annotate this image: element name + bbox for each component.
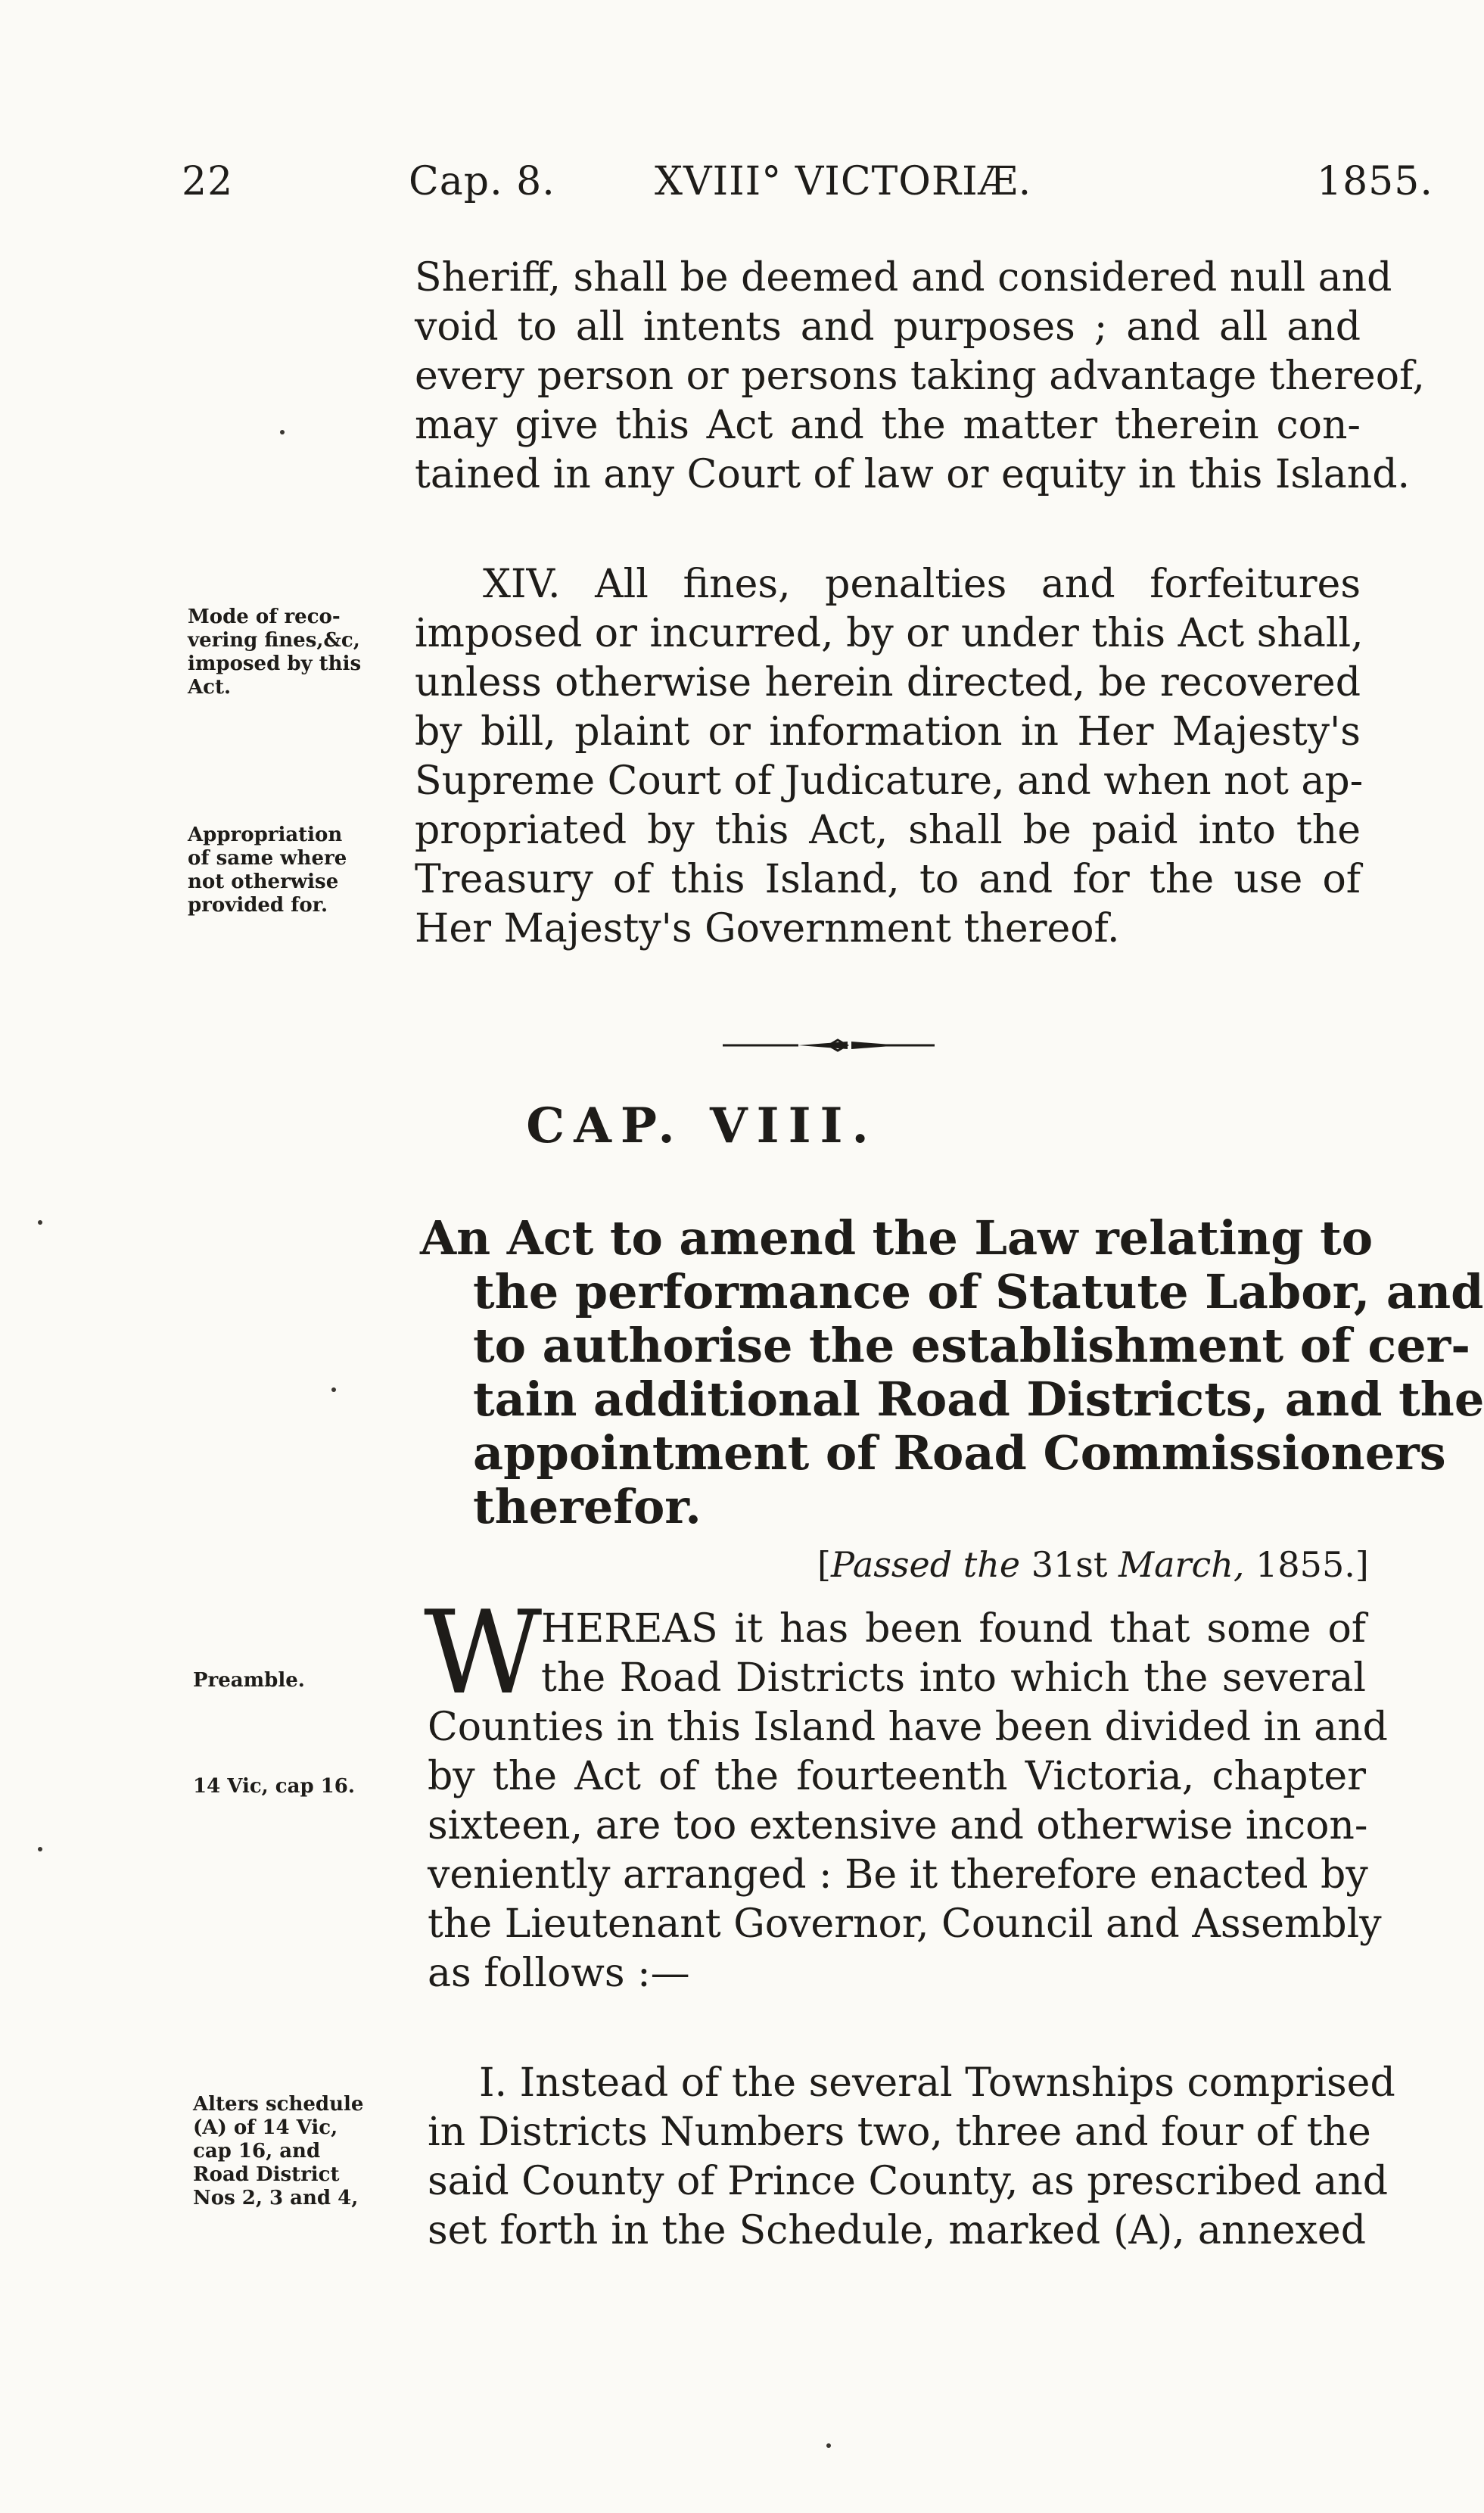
- act-title: [420, 1211, 1484, 1534]
- continuation-paragraph: [415, 254, 1425, 500]
- chapter-heading: CAP. VIII.: [526, 1098, 878, 1154]
- text-line: veniently arranged : Be it therefore enacted by: [428, 1852, 1368, 1898]
- scan-speck: [38, 1847, 42, 1851]
- text-line: imposed or incurred, by or under this Act shall,: [415, 611, 1364, 656]
- text-line: XIV. All fines, penalties and forfeitures: [483, 562, 1361, 607]
- preamble-body: [428, 1703, 1388, 1998]
- text-line: therefor.: [473, 1479, 702, 1534]
- section-xiv: [415, 560, 1364, 954]
- text-line: tained in any Court of law or equity in this Island.: [415, 452, 1411, 497]
- text-line: An Act to amend the Law relating to: [420, 1210, 1374, 1266]
- page-header: [182, 159, 1433, 212]
- text-line: may give this Act and the matter therein con-: [415, 403, 1361, 448]
- text-line: Counties in this Island have been divided in and: [428, 1705, 1388, 1750]
- text-line: in Districts Numbers two, three and four of the: [428, 2110, 1371, 2155]
- header-chapter: Cap. 8.: [409, 159, 555, 204]
- text-line: the Road Districts into which the several: [541, 1655, 1366, 1701]
- text-line: the Lieutenant Governor, Council and Assembly: [428, 1901, 1382, 1947]
- scan-speck: [826, 2443, 831, 2448]
- page-number: 22: [182, 159, 234, 204]
- drop-cap: W: [424, 1586, 543, 1720]
- text-line: said County of Prince County, as prescribed and: [428, 2159, 1389, 2204]
- text-line: Sheriff, shall be deemed and considered null and: [415, 255, 1392, 301]
- text-line: Treasury of this Island, to and for the use of: [415, 857, 1361, 902]
- header-reign: XVIII° VICTORIÆ.: [655, 159, 1032, 204]
- header-year: 1855.: [1317, 159, 1433, 204]
- text-line: the performance of Statute Labor, and: [473, 1264, 1484, 1319]
- text-line: Her Majesty's Government thereof.: [415, 906, 1120, 951]
- text-line: sixteen, are too extensive and otherwise incon-: [428, 1803, 1368, 1848]
- text-line: propriated by this Act, shall be paid into the: [415, 808, 1361, 853]
- text-line: void to all intents and purposes ; and all and: [415, 304, 1361, 350]
- text-line: unless otherwise herein directed, be recovered: [415, 660, 1361, 705]
- scan-speck: [280, 430, 285, 434]
- text-line: Supreme Court of Judicature, and when not ap-: [415, 758, 1364, 804]
- text-line: to authorise the establishment of cer-: [473, 1318, 1470, 1373]
- text-line: every person or persons taking advantage thereof,: [415, 353, 1425, 399]
- passed-date: [Passed the 31st March, 1855.]: [817, 1544, 1369, 1585]
- text-line: I. Instead of the several Townships comprised: [479, 2060, 1395, 2106]
- scan-speck: [38, 1220, 42, 1225]
- margin-note-alters-schedule: Alters schedule (A) of 14 Vic, cap 16, and Road District Nos 2, 3 and 4,: [193, 2093, 364, 2209]
- text-line: tain additional Road Districts, and the: [473, 1372, 1484, 1427]
- text-line: set forth in the Schedule, marked (A), annexed: [428, 2208, 1366, 2253]
- margin-note-14-vic: 14 Vic, cap 16.: [193, 1775, 355, 1798]
- section-i: [428, 2059, 1395, 2256]
- margin-note-mode-of-recovering: Mode of reco- vering fines,&c, imposed by this Act.: [188, 606, 362, 699]
- scan-speck: [331, 1387, 336, 1392]
- text-line: appointment of Road Commissioners: [473, 1425, 1446, 1481]
- text-line: by bill, plaint or information in Her Majesty's: [415, 709, 1361, 755]
- text-line: HEREAS it has been found that some of: [541, 1606, 1366, 1652]
- ornamental-divider: [723, 1039, 935, 1051]
- preamble-head: [541, 1605, 1366, 1703]
- text-line: as follows :—: [428, 1951, 690, 1996]
- margin-note-appropriation: Appropriation of same where not otherwise provided for.: [188, 824, 347, 917]
- text-line: by the Act of the fourteenth Victoria, chapter: [428, 1754, 1366, 1799]
- margin-note-preamble: Preamble.: [193, 1669, 305, 1692]
